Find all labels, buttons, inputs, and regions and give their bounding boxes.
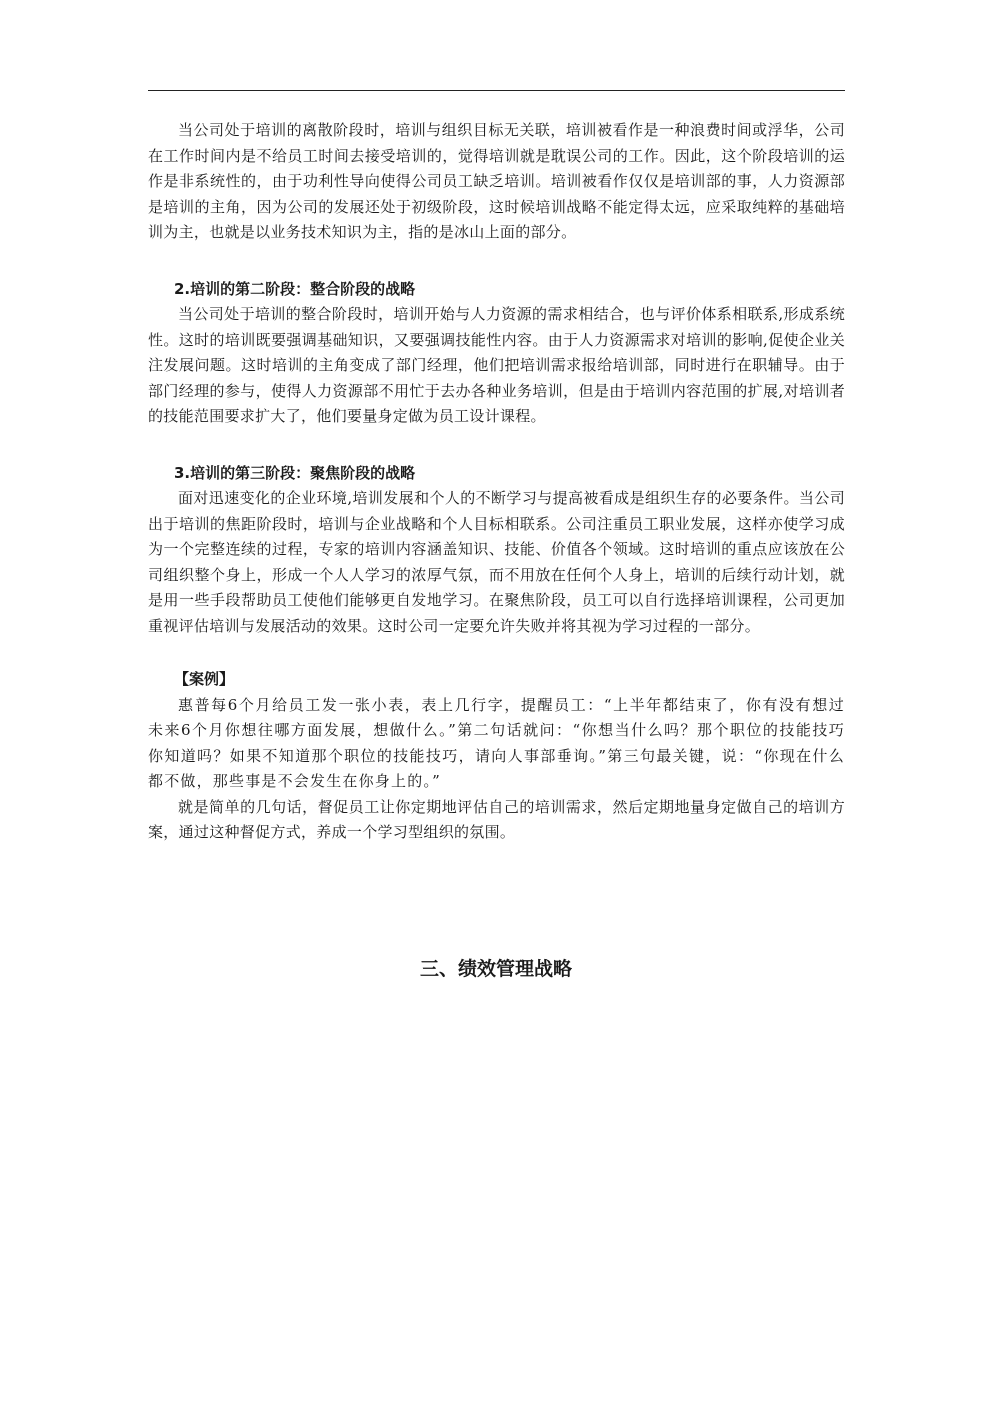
paragraph-stage-3: 面对迅速变化的企业环境,培训发展和个人的不断学习与提高被看成是组织生存的必要条件。当公司出于培训的焦距阶段时，培训与企业战略和个人目标相联系。公司注重员工职业发展，这样亦使学习成为一个完整连续的过程，专家的培训内容涵盖知识、技能、价值各个领域。这时培训的重点应该放在公司组织整个身上，形成一个人人学习的浓厚气氛，而不用放在任何个人身上，培训的后续行动计划，就是用一些手段帮助员工使他们能够更自发地学习。在聚焦阶段，员工可以自行选择培训课程，公司更加重视评估培训与发展活动的效果。这时公司一定要允许失败并将其视为学习过程的一部分。 [148,489,845,635]
heading-stage-2: 2.培训的第二阶段：整合阶段的战略 [174,279,416,298]
paragraph-case-body: 惠普每6个月给员工发一张小表，表上几行字，提醒员工：“上半年都结束了，你有没有想过未来6个月你想往哪方面发展，想做什么。”第二句话就问：“你想当什么吗？那个职位的技能技巧你知道吗？如果不知道那个职位的技能技巧，请向人事部垂询。”第三句最关键，说：“你现在什么都不做，那些事是不会发生在你身上的。” [148,695,845,790]
heading-stage-3: 3.培训的第三阶段：聚焦阶段的战略 [174,463,416,482]
header-rule [148,90,845,91]
heading-case: 【案例】 [174,670,235,688]
paragraph-stage-2: 当公司处于培训的整合阶段时，培训开始与人力资源的需求相结合，也与评价体系相联系,形成系统性。这时的培训既要强调基础知识，又要强调技能性内容。由于人力资源需求对培训的影响,促使企业关注发展问题。这时培训的主角变成了部门经理，他们把培训需求报给培训部，同时进行在职辅导。由于部门经理的参与，使得人力资源部不用忙于去办各种业务培训，但是由于培训内容范围的扩展,对培训者的技能范围要求扩大了，他们要量身定做为员工设计课程。 [148,305,845,425]
section-title: 三、绩效管理战略 [419,958,572,980]
paragraph-intro: 当公司处于培训的离散阶段时，培训与组织目标无关联，培训被看作是一种浪费时间或浮华，公司在工作时间内是不给员工时间去接受培训的，觉得培训就是耽误公司的工作。因此，这个阶段培训的运作是非系统性的，由于功利性导向使得公司员工缺乏培训。培训被看作仅仅是培训部的事，人力资源部是培训的主角，因为公司的发展还处于初级阶段，这时候培训战略不能定得太远，应采取纯粹的基础培训为主，也就是以业务技术知识为主，指的是冰山上面的部分。 [148,121,845,241]
paragraph-case-conclusion: 就是简单的几句话，督促员工让你定期地评估自己的培训需求，然后定期地量身定做自己的培训方案，通过这种督促方式，养成一个学习型组织的氛围。 [148,797,845,841]
document-body [148,118,845,846]
